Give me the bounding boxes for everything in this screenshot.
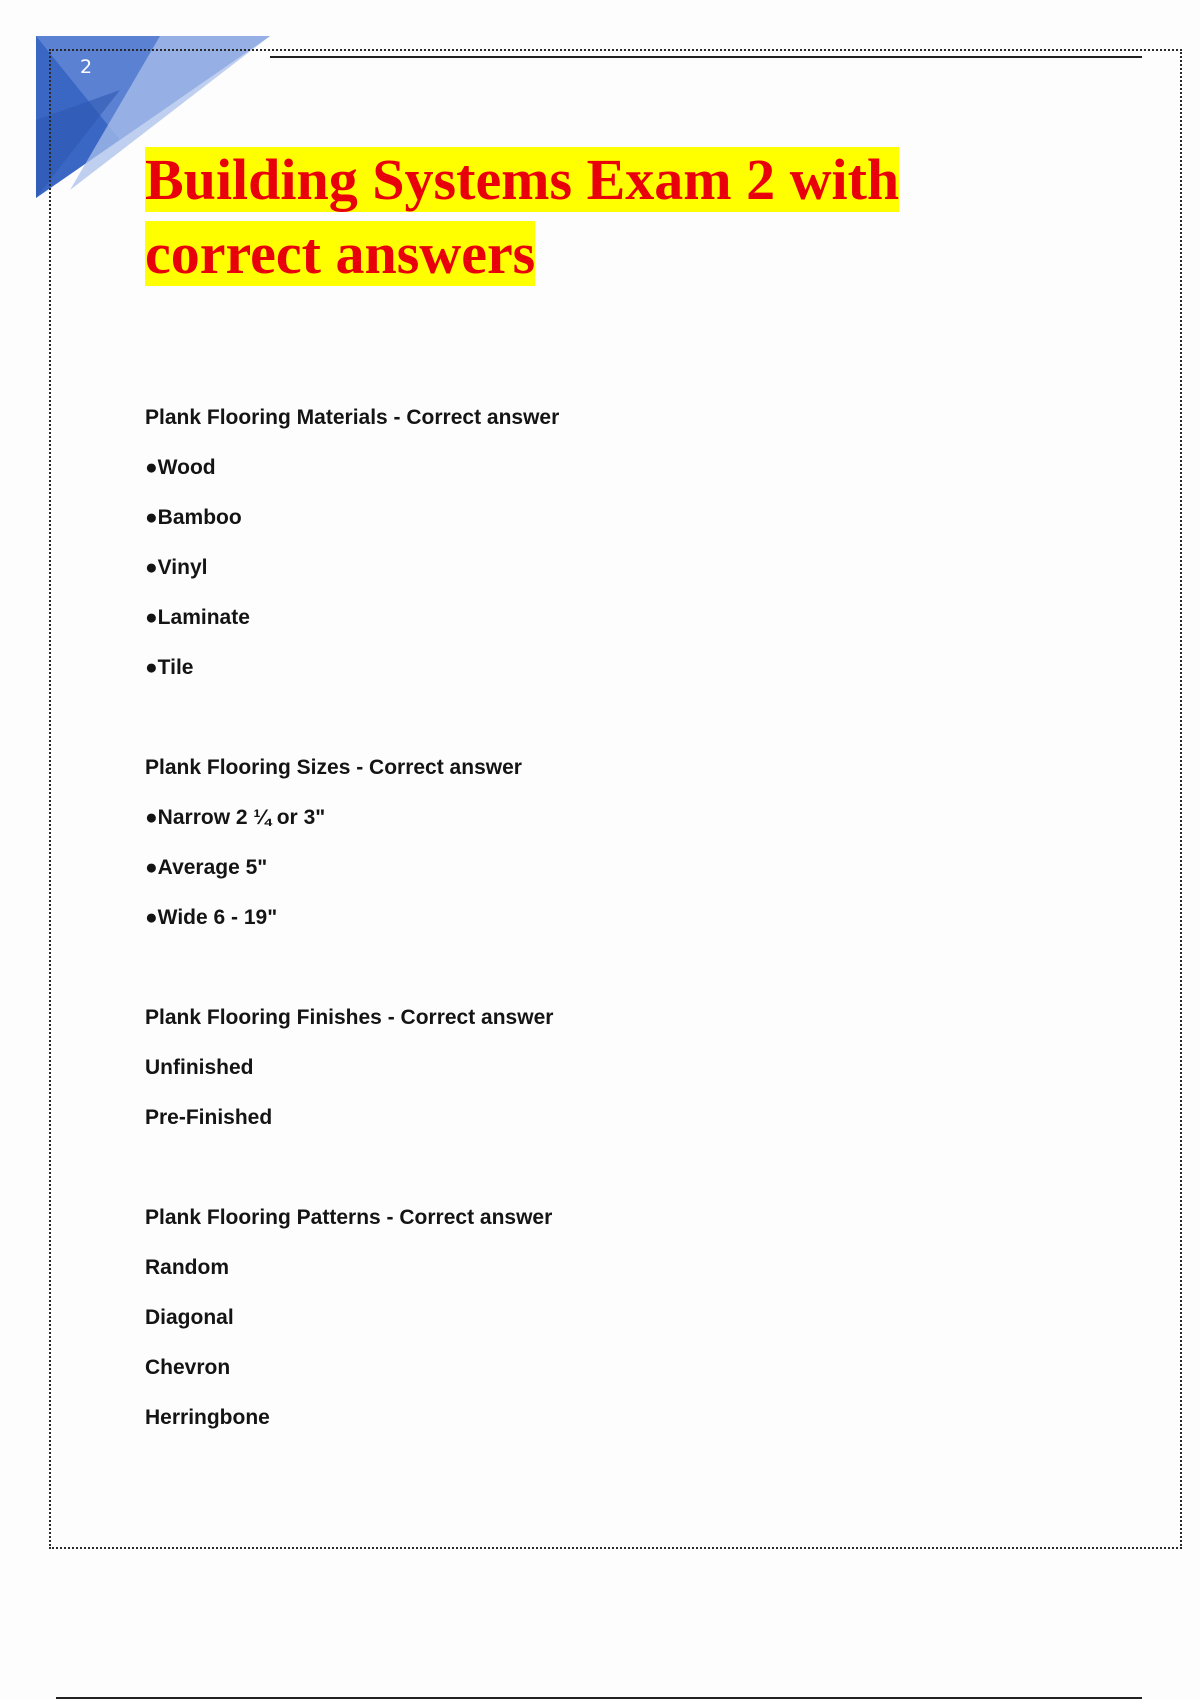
answer-item: ●Laminate (145, 606, 250, 629)
answer-item: Unfinished (145, 1056, 254, 1079)
question-heading: Plank Flooring Sizes - Correct answer (145, 756, 522, 779)
answer-item: Chevron (145, 1356, 231, 1379)
answer-item: ●Bamboo (145, 506, 242, 529)
qa-section (145, 993, 1045, 1143)
qa-section (145, 1193, 1045, 1443)
answer-item: ●Vinyl (145, 556, 208, 579)
document-body (145, 393, 1045, 1493)
answer-item: Herringbone (145, 1406, 270, 1429)
answer-item: ●Wood (145, 456, 216, 479)
answer-item: ●Narrow 2 ¼ or 3" (145, 806, 326, 829)
qa-section (145, 743, 1045, 943)
header-rule (270, 56, 1142, 58)
question-heading: Plank Flooring Finishes - Correct answer (145, 1006, 554, 1029)
title-highlight: Building Systems Exam 2 with correct answers (145, 147, 900, 286)
question-heading: Plank Flooring Patterns - Correct answer (145, 1206, 553, 1229)
qa-section (145, 393, 1045, 693)
answer-item: ●Wide 6 - 19" (145, 906, 278, 929)
answer-item: ●Tile (145, 656, 194, 679)
answer-item: Random (145, 1256, 229, 1279)
answer-item: ●Average 5" (145, 856, 268, 879)
page-number: 2 (80, 56, 93, 78)
document-title (145, 143, 1085, 291)
question-heading: Plank Flooring Materials - Correct answer (145, 406, 560, 429)
footer-rule (56, 1697, 1142, 1699)
answer-item: Diagonal (145, 1306, 234, 1329)
answer-item: Pre-Finished (145, 1106, 273, 1129)
